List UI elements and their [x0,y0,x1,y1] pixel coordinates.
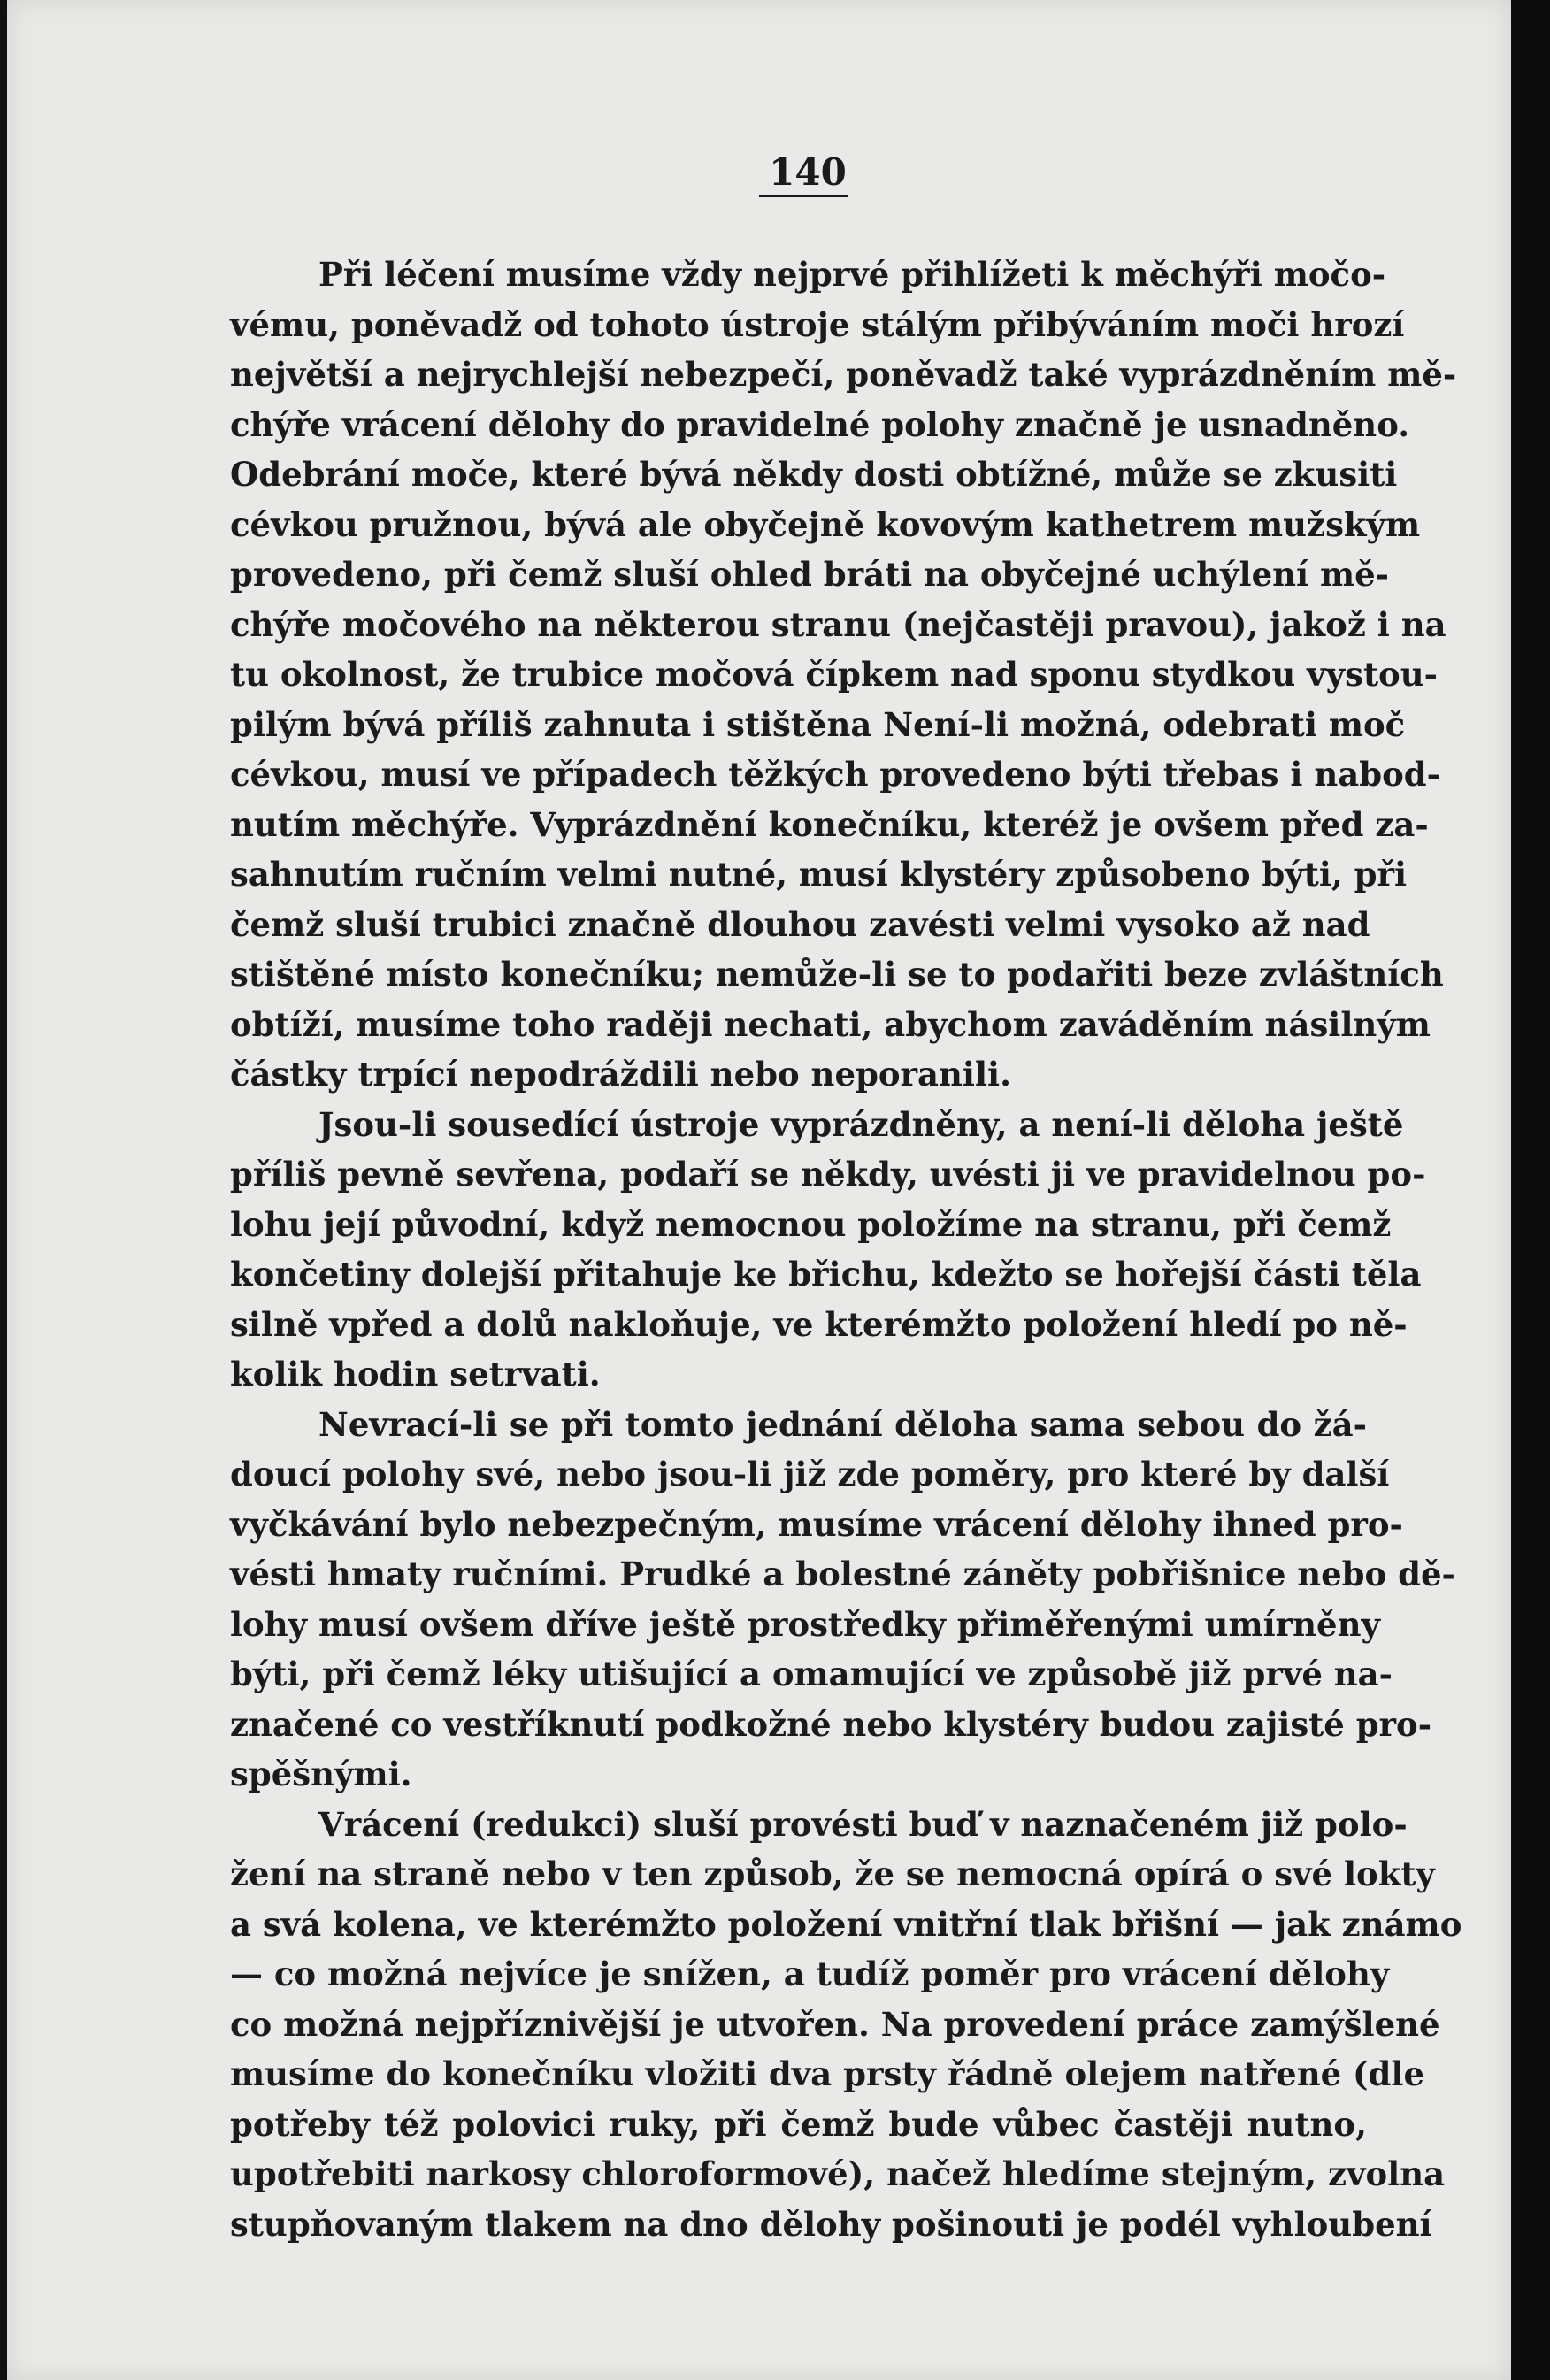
text-line: končetiny dolejší přitahuje ke břichu, kdežto se hořejší části těla [230,1255,1422,1294]
text-line: Vrácení (redukci) sluší provésti buď v naznačeném již polo- [318,1804,1408,1844]
text-line: a svá kolena, ve kterémžto položení vnitřní tlak břišní — jak známo [230,1904,1462,1944]
text-line: lohy musí ovšem dříve ještě prostředky přiměřenými umírněny [230,1604,1380,1644]
text-line: sahnutím ručním velmi nutné, musí klystéry způsobeno býti, při [230,855,1408,894]
text-line: chýře močového na některou stranu (nejčastěji pravou), jakož i na [230,604,1446,644]
book-page [7,0,1511,2380]
text-line: pilým bývá příliš zahnuta i stištěna Není-li možná, odebrati moč [230,704,1406,744]
text-line: stištěné místo konečníku; nemůže-li se to podařiti beze zvláštních [230,955,1444,994]
text-line: co možná nejpříznivější je utvořen. Na provedení práce zamýšlené [230,2004,1440,2044]
scan-edge-border [1511,0,1550,2380]
text-line: musíme do konečníku vložiti dva prsty řádně olejem natřené (dle [230,2054,1425,2093]
text-line: chýře vrácení dělohy do pravidelné polohy značně je usnadněno. [230,404,1410,444]
text-line: značené co vestříknutí podkožné nebo klystéry budou zajisté pro- [230,1704,1432,1744]
text-line: spěšnými. [230,1754,412,1793]
text-line: žení na straně nebo v ten způsob, že se nemocná opírá o své lokty [230,1854,1435,1893]
text-line: stupňovaným tlakem na dno dělohy pošinouti je podél vyhloubení [230,2204,1432,2244]
text-line: vému, poněvadž od tohoto ústroje stálým přibýváním moči hrozí [230,304,1405,344]
text-line: cévkou, musí ve případech těžkých provedeno býti třebas i nabod- [230,755,1440,794]
text-line: doucí polohy své, nebo jsou-li již zde poměry, pro které by další [230,1455,1390,1493]
text-line: potřeby též polovici ruky, při čemž bude vůbec častěji nutno, [230,2104,1367,2144]
text-line: příliš pevně sevřena, podaří se někdy, uvésti ji ve pravidelnou po- [230,1155,1426,1194]
text-line: cévkou pružnou, bývá ale obyčejně kovovým kathetrem mužským [230,504,1421,544]
body-text [230,250,1462,2249]
text-line: čemž sluší trubici značně dlouhou zavésti velmi vysoko až nad [230,904,1370,944]
text-line: Odebrání moče, které bývá někdy dosti obtížné, může se zkusiti [230,455,1398,494]
text-line: Při léčení musíme vždy nejprvé přihlížeti k měchýři močo- [318,255,1386,294]
text-line: býti, při čemž léky utišující a omamující ve způsobě již prvé na- [230,1654,1393,1693]
text-line: nutím měchýře. Vyprázdnění konečníku, kteréž je ovšem před za- [230,804,1429,844]
text-line: silně vpřed a dolů nakloňuje, ve kterémžto položení hledí po ně- [230,1304,1408,1344]
text-line: obtíží, musíme toho raději nechati, abychom zaváděním násilným [230,1004,1431,1044]
page-number: 140 [769,150,847,194]
text-line: Nevrací-li se při tomto jednání děloha sama sebou do žá- [318,1404,1367,1444]
text-line: upotřebiti narkosy chloroformové), načež hledíme stejným, zvolna [230,2154,1446,2193]
text-line: vyčkávání bylo nebezpečným, musíme vrácení dělohy ihned pro- [230,1504,1403,1544]
text-line: tu okolnost, že trubice močová čípkem nad sponu stydkou vystou- [230,655,1438,694]
text-line: částky trpící nepodráždili nebo neporanili. [230,1055,1011,1094]
text-line: kolik hodin setrvati. [230,1355,601,1393]
text-line: největší a nejrychlejší nebezpečí, poněvadž také vyprázdněním mě- [230,355,1457,394]
text-line: — co možná nejvíce je snížen, a tudíž poměr pro vrácení dělohy [230,1954,1390,1993]
page-number-underline [759,195,848,197]
text-line: vésti hmaty ručními. Prudké a bolestné záněty pobřišnice nebo dě- [230,1555,1455,1593]
text-line: lohu její původní, když nemocnou položíme na stranu, při čemž [230,1204,1392,1244]
text-line: provedeno, při čemž sluší ohled bráti na obyčejné uchýlení mě- [230,555,1389,594]
text-line: Jsou-li sousedící ústroje vyprázdněny, a není-li děloha ještě [318,1104,1404,1144]
